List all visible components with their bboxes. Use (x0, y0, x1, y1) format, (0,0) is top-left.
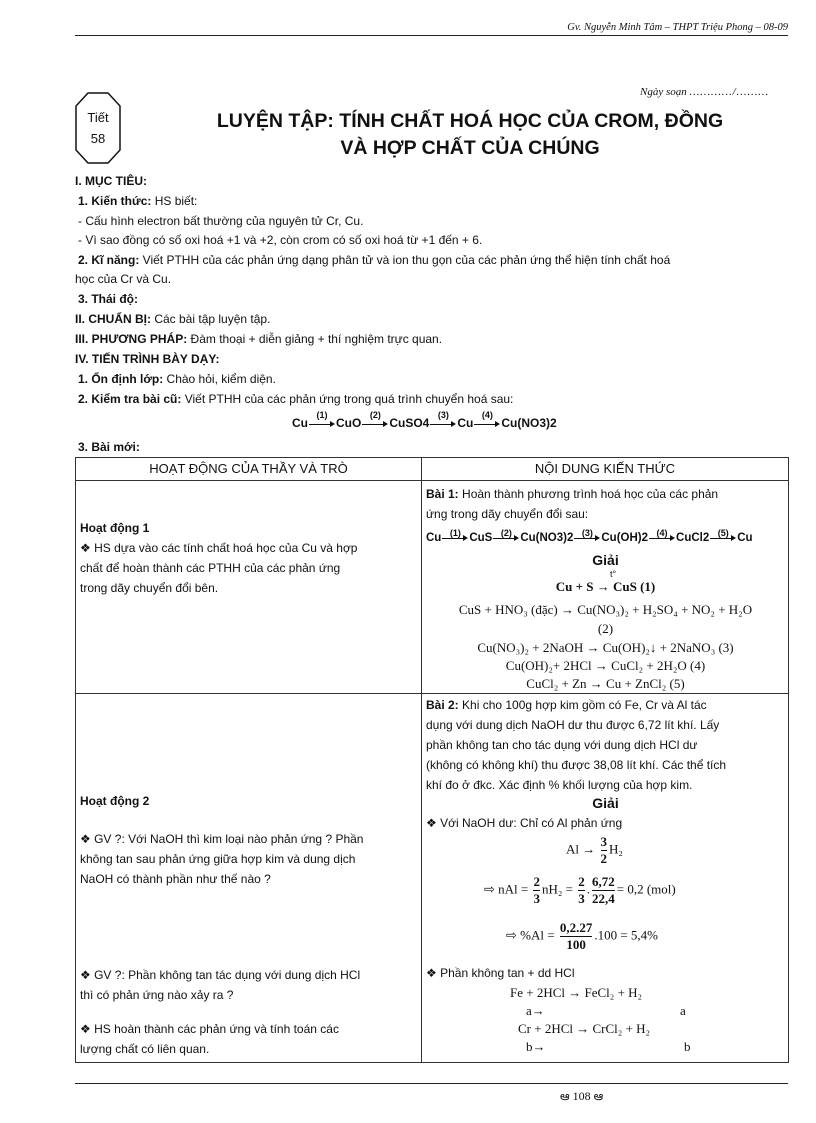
check-label: 2. Kiểm tra bài cũ: (78, 392, 182, 406)
exercise2-line3: phần không tan cho tác dụng với dung dịch HCl dư (426, 738, 698, 752)
chain-arrow (710, 527, 736, 543)
scheme-step: (3) (437, 409, 449, 420)
footer-rule (75, 1083, 788, 1084)
al-eq-left: Al → (566, 841, 596, 857)
title-line1: LUYỆN TẬP: TÍNH CHẤT HOÁ HỌC CỦA CROM, ĐỒNG (216, 110, 724, 132)
solution1-label: Giải (592, 552, 619, 568)
page-title (130, 108, 810, 162)
exercise1-line1 (426, 485, 718, 505)
question1-line1: ❖ GV ?: Với NaOH thì kim loại nào phản ứng ? Phần (80, 832, 364, 846)
method-line (75, 332, 442, 346)
equation-1 (422, 577, 789, 597)
date-field (640, 86, 769, 98)
scheme-arrow (362, 409, 388, 429)
scheme-step: (4) (481, 409, 493, 420)
scheme-species: CuSO4 (389, 416, 430, 430)
n-al-frac3 (592, 874, 615, 907)
attitude-label: 3. Thái độ: (78, 292, 138, 306)
exercise2-line4: (không có không khí) thu được 38,08 lít khí. Các thể tích (426, 758, 727, 772)
equation-2-number: (2) (597, 621, 614, 636)
activity1-text2: chất để hoàn thành các PTHH của các phản ứng (80, 561, 341, 575)
exercise1-text1: Hoàn thành phương trình hoá học của các phản (458, 487, 719, 501)
scheme-species: Cu (457, 416, 474, 430)
chain-species: Cu(NO3)2 (520, 532, 574, 544)
equation-1-condition: t° (610, 569, 617, 579)
exercise1-label: Bài 1: (426, 487, 459, 501)
row2-content-cell (422, 694, 789, 1063)
fe-equation: Fe + 2HCl → FeCl₂ + H₂ (510, 985, 643, 1000)
al-frac-den: 2 (600, 851, 607, 866)
activity1-text1: ❖ HS dựa vào các tính chất hoá học của Cu và hợp (80, 541, 358, 555)
process-heading: IV. TIẾN TRÌNH BÀY DẠY: (75, 352, 220, 366)
skills-line-2: học của Cr và Cu. (75, 272, 172, 286)
exercise1-line2: ứng trong dãy chuyển đổi sau: (426, 507, 589, 521)
prep-line (75, 312, 270, 326)
activity1-title: Hoạt động 1 (80, 521, 150, 535)
task-line1: ❖ HS hoàn thành các phản ứng và tính toán các (80, 1022, 339, 1036)
frac-num: 0,2.27 (559, 920, 593, 935)
exercise1-chain (426, 529, 753, 549)
al-equation (566, 834, 623, 867)
chain-step: (2) (500, 527, 512, 538)
new-lesson-label: 3. Bài mới: (78, 440, 140, 454)
scheme-species: Cu (292, 416, 308, 430)
knowledge-item-1: - Cấu hình electron bất thường của nguyên tử Cr, Cu. (78, 214, 364, 228)
date-label: Ngày soạn (640, 86, 687, 98)
n-al-prefix: ⇨ nAl = (484, 881, 529, 897)
section-objectives: I. MỤC TIÊU: (75, 174, 147, 188)
chain-arrow (493, 527, 519, 543)
equation-3: Cu(NO₃)₂ + 2NaOH → Cu(OH)₂↓ + 2NaNO₃ (3) (477, 640, 734, 655)
chain-step: (4) (656, 527, 668, 538)
page-number: ఆ 108 ఆ (560, 1089, 604, 1103)
scheme-step: (2) (369, 409, 381, 420)
class-org-text: Chào hỏi, kiểm diện. (163, 372, 276, 386)
exercise2-line1 (426, 696, 707, 716)
date-dots: …………/……… (689, 86, 770, 98)
question2-line1: ❖ GV ?: Phần không tan tác dụng với dung dịch HCl (80, 968, 361, 982)
chain-species: Cu (426, 532, 442, 544)
title-line2: VÀ HỢP CHẤT CỦA CHÚNG (340, 137, 600, 159)
n-al-result: = 0,2 (mol) (616, 881, 676, 897)
activity1-text3: trong dãy chuyển đổi bên. (80, 581, 219, 595)
chain-arrow (574, 527, 600, 543)
scheme-step: (1) (316, 409, 328, 420)
percent-al-frac (560, 920, 593, 953)
chain-species: CuS (469, 532, 493, 544)
al-frac-num: 3 (600, 834, 607, 849)
check-line (78, 392, 513, 406)
prep-label: II. CHUẨN BỊ: (75, 312, 151, 326)
question1-line2: không tan sau phản ứng giữa hợp kim và dung dịch (80, 852, 356, 866)
percent-al-calc (506, 920, 658, 953)
chain-arrow (442, 527, 468, 543)
n-al-frac2 (578, 874, 585, 907)
chain-step: (3) (581, 527, 593, 538)
scheme-arrow (309, 409, 335, 429)
equation-4: Cu(OH)₂+ 2HCl → CuCl₂ + 2H₂O (4) (505, 658, 706, 673)
equation-2: CuS + HNO₃ (đặc) → Cu(NO₃)₂ + H₂SO₄ + NO₂ + H₂O (458, 602, 753, 617)
row2-activity-cell (76, 694, 422, 1063)
frac-den: 100 (566, 937, 586, 952)
class-org-label: 1. Ổn định lớp: (78, 372, 164, 386)
scheme-arrow (430, 409, 456, 429)
chain-species: CuCl2 (676, 532, 710, 544)
col-header-content: NỘI DUNG KIẾN THỨC (422, 458, 789, 481)
frac-den: 3 (533, 891, 540, 906)
frac-den: 22,4 (592, 891, 615, 906)
frac-den: 3 (578, 891, 585, 906)
cr-b-right: b (684, 1039, 691, 1054)
skills-line (78, 253, 670, 267)
scheme-species: CuO (336, 416, 362, 430)
n-al-mid: nH₂ = (541, 881, 573, 897)
exercise2-line5: khí đo ở đkc. Xác định % khối lượng của hợp kim. (426, 778, 693, 792)
row1-activity-cell (76, 481, 422, 694)
skills-label: 2. Kĩ năng: (78, 253, 140, 267)
al-eq-right: H₂ (609, 841, 623, 857)
skills-text: Viết PTHH của các phản ứng dạng phân tử và ion thu gọn của các phản ứng thể hiện tính chất hoá (139, 253, 671, 267)
prep-text: Các bài tập luyện tập. (151, 312, 271, 326)
question1-line3: NaOH có thành phần như thế nào ? (80, 872, 271, 886)
row1-content-cell (422, 481, 789, 694)
knowledge-item-2: - Vì sao đồng có số oxi hoá +1 và +2, còn crom có số oxi hoá từ +1 đến + 6. (78, 233, 483, 247)
fe-a-left: a→ (526, 1003, 545, 1018)
chain-step: (1) (449, 527, 461, 538)
question2-line2: thì có phản ứng nào xảy ra ? (80, 988, 234, 1002)
badge-text (75, 92, 121, 164)
fe-a-right: a (680, 1003, 686, 1018)
chain-arrow (649, 527, 675, 543)
cr-equation: Cr + 2HCl → CrCl₂ + H₂ (518, 1021, 651, 1036)
chain-species: Cu(OH)2 (601, 532, 649, 544)
knowledge-line (78, 194, 197, 208)
knowledge-label: 1. Kiến thức: (78, 194, 152, 208)
scheme-arrow (474, 409, 500, 429)
chain-species: Cu (737, 532, 753, 544)
knowledge-text: HS biết: (151, 194, 198, 208)
method-label: III. PHƯƠNG PHÁP: (75, 332, 188, 346)
page-header: Gv. Nguyễn Minh Tâm – THPT Triệu Phong – 08-09 (75, 22, 788, 36)
col-header-activities: HOẠT ĐỘNG CỦA THẦY VÀ TRÒ (76, 458, 422, 481)
badge-line2: 58 (90, 131, 106, 146)
scheme-species: Cu(NO3)2 (501, 416, 557, 430)
activity2-title: Hoạt động 2 (80, 794, 150, 808)
check-text: Viết PTHH của các phản ứng trong quá trình chuyển hoá sau: (181, 392, 514, 406)
naoh-line: ❖ Với NaOH dư: Chỉ có Al phản ứng (426, 816, 623, 830)
lesson-badge (75, 92, 121, 164)
n-al-frac1 (533, 874, 540, 907)
exercise2-line2: dụng với dung dịch NaOH dư thu được 6,72 lít khí. Lấy (426, 718, 720, 732)
frac-num: 2 (578, 874, 585, 889)
al-fraction (601, 834, 608, 867)
task-line2: lượng chất có liên quan. (80, 1042, 210, 1056)
percent-al-result: .100 = 5,4% (594, 927, 658, 943)
badge-line1: Tiết (87, 110, 109, 125)
chain-step: (5) (717, 527, 729, 538)
insoluble-line: ❖ Phần không tan + dd HCl (426, 966, 575, 980)
cr-b-left: b→ (526, 1039, 546, 1054)
exercise2-label: Bài 2: (426, 698, 459, 712)
n-al-calc: ⇨ nAl = $\frac{2}{3}$ nH₂ = $\frac{2}{3}$ . $\frac{6,72}{22,4}$ = 0,2 (mol) (484, 874, 676, 906)
conversion-scheme (292, 409, 557, 430)
percent-al-prefix: ⇨ %Al = (506, 927, 555, 943)
frac-num: 6,72 (592, 874, 615, 889)
solution2-label: Giải (592, 795, 619, 811)
method-text: Đàm thoại + diễn giảng + thí nghiệm trực quan. (187, 332, 443, 346)
exercise2-text1: Khi cho 100g hợp kim gồm có Fe, Cr và Al tác (458, 698, 707, 712)
class-org-line (78, 372, 276, 386)
equation-5: CuCl₂ + Zn → Cu + ZnCl₂ (5) (526, 676, 685, 691)
lesson-table (75, 457, 789, 1063)
frac-num: 2 (533, 874, 540, 889)
equation-1-text: Cu + S → CuS (1) (555, 579, 656, 594)
